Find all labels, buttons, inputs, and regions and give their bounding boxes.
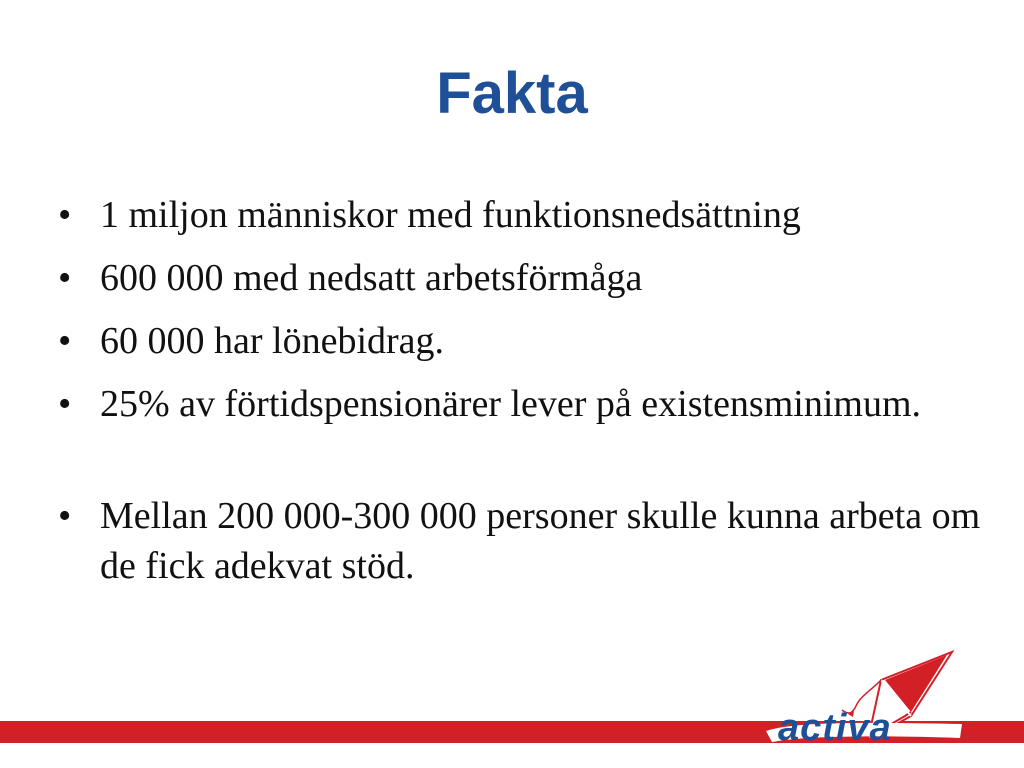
logo-text: activa bbox=[778, 707, 892, 748]
bullet-marker: • bbox=[58, 320, 72, 362]
bullet-item bbox=[58, 379, 988, 429]
bullet-item bbox=[58, 190, 988, 240]
slide-title: Fakta bbox=[436, 61, 588, 126]
bullet-item bbox=[58, 316, 988, 366]
bullet-marker: • bbox=[58, 194, 72, 236]
bullet-marker: • bbox=[58, 383, 72, 425]
bullet-marker: • bbox=[58, 257, 72, 299]
bullet-text: 25% av förtidspensionärer lever på existensminimum. bbox=[100, 383, 922, 425]
bullet-text: 1 miljon människor med funktionsnedsättning bbox=[100, 194, 801, 236]
bullet-list bbox=[58, 190, 988, 604]
bullet-text: 60 000 har lönebidrag. bbox=[100, 320, 445, 362]
bullet-marker: • bbox=[58, 495, 72, 537]
bullet-item bbox=[58, 253, 988, 303]
bullet-text: Mellan 200 000-300 000 personer skulle kunna arbeta om de fick adekvat stöd. bbox=[100, 495, 981, 587]
activa-logo bbox=[764, 636, 964, 748]
bullet-text: 600 000 med nedsatt arbetsförmåga bbox=[100, 257, 643, 299]
bullet-item bbox=[58, 491, 988, 591]
